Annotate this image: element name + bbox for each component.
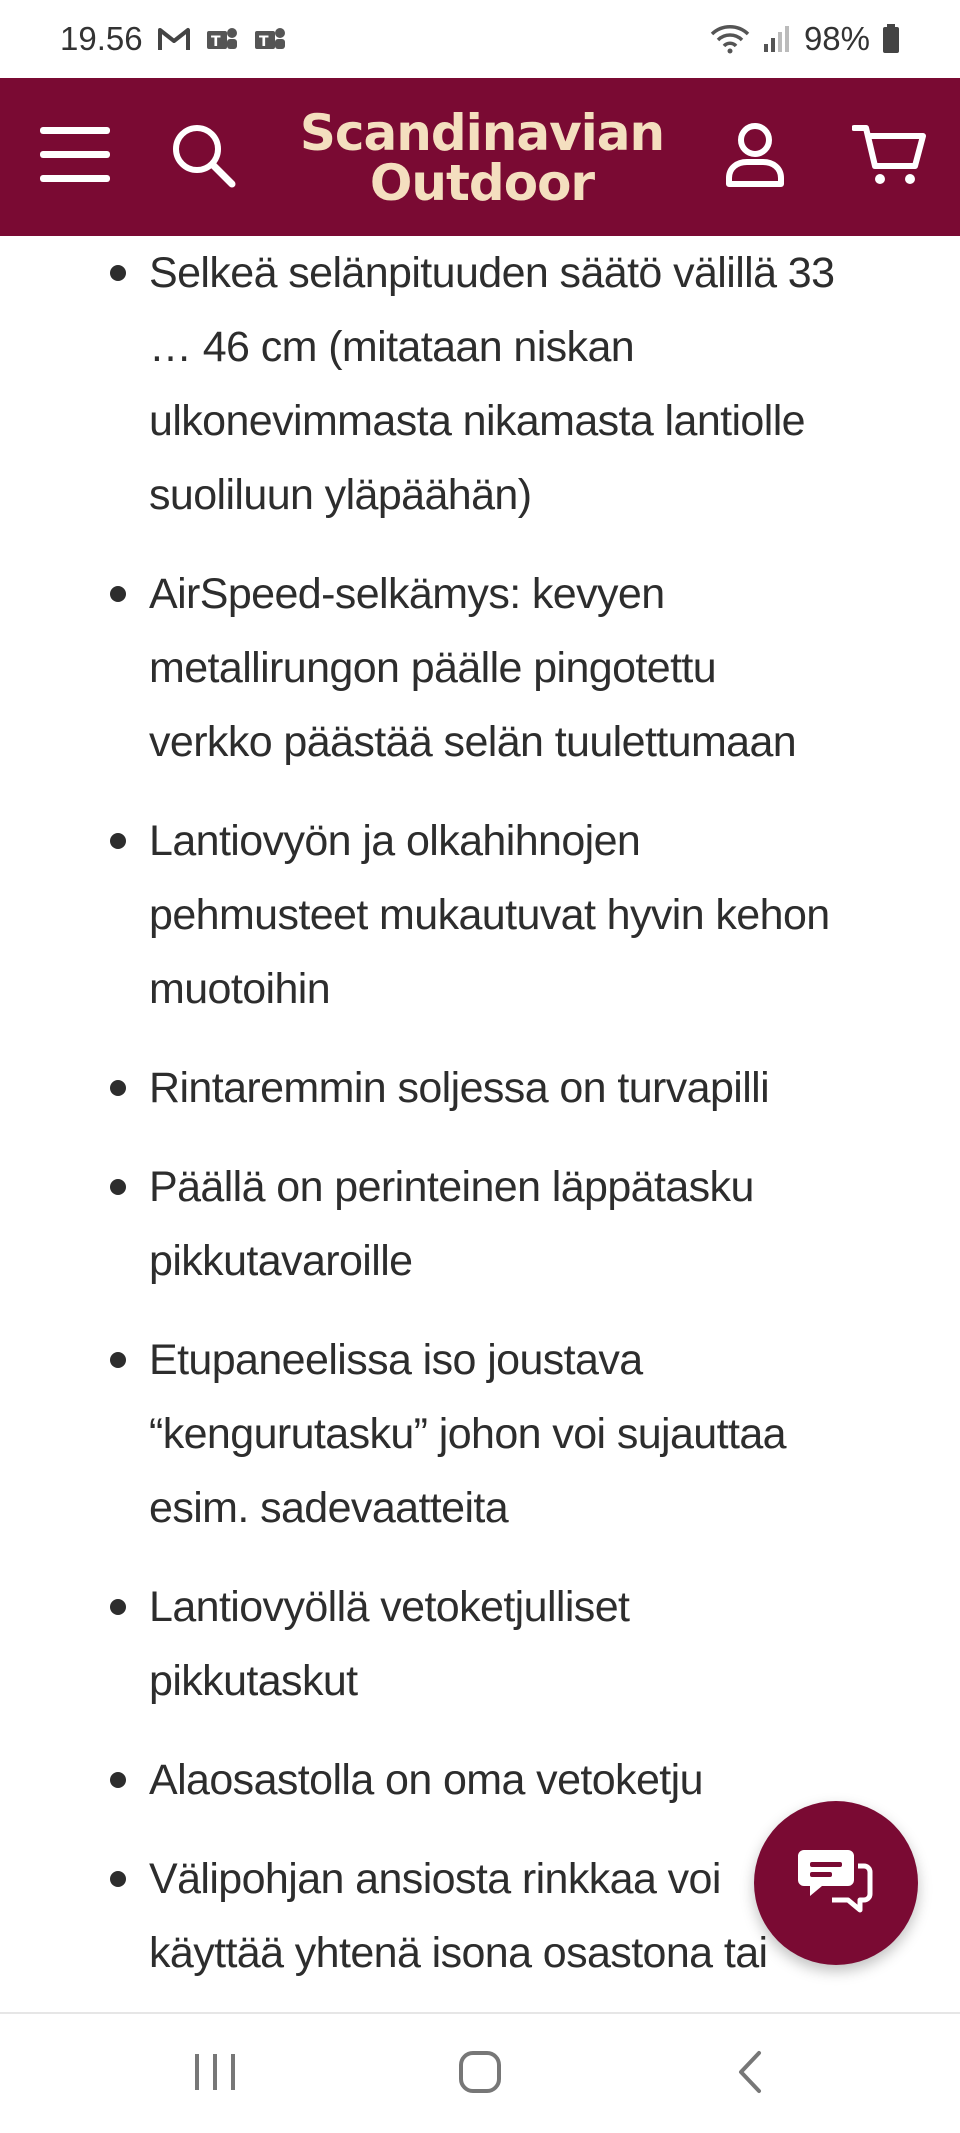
feature-line: Etupaneelissa iso joustava <box>149 1336 643 1384</box>
feature-line: pehmusteet mukautuvat hyvin kehon <box>149 891 830 939</box>
bullet-icon <box>110 833 126 849</box>
signal-icon <box>762 24 792 54</box>
bullet-icon <box>110 1772 126 1788</box>
bullet-icon <box>110 1871 126 1887</box>
feature-line: “kengurutasku” johon voi sujauttaa <box>149 1410 786 1458</box>
wifi-icon <box>710 24 750 54</box>
feature-text <box>149 236 889 532</box>
bullet-icon <box>110 265 126 281</box>
chat-button[interactable] <box>754 1801 918 1965</box>
bullet-icon <box>110 1352 126 1368</box>
search-icon <box>170 122 236 193</box>
home-button[interactable] <box>435 2014 525 2133</box>
menu-icon <box>40 125 110 190</box>
account-button[interactable] <box>710 78 800 236</box>
feature-line: Rintaremmin soljessa on turvapilli <box>149 1064 770 1112</box>
feature-text <box>149 1323 889 1545</box>
teams-icon <box>205 25 239 53</box>
feature-line: suoliluun yläpäähän) <box>149 471 532 519</box>
feature-item <box>0 804 960 1026</box>
feature-item <box>0 1150 960 1298</box>
feature-line: käyttää yhtenä isona osastona tai <box>149 1929 768 1977</box>
recents-button[interactable] <box>170 2014 260 2133</box>
recents-icon <box>193 2052 237 2097</box>
bullet-icon <box>110 1599 126 1615</box>
feature-item <box>0 236 960 532</box>
status-left <box>60 20 287 58</box>
battery-percent: 98% <box>803 20 870 57</box>
feature-line: Päällä on perinteinen läppätasku <box>149 1163 754 1211</box>
feature-line: esim. sadevaatteita <box>149 1484 509 1532</box>
back-button[interactable] <box>710 2014 790 2133</box>
feature-text <box>149 1570 889 1718</box>
logo-line-2: Outdoor <box>369 154 595 212</box>
bullet-icon <box>110 1179 126 1195</box>
feature-line: metallirungon päälle pingotettu <box>149 644 717 692</box>
back-icon <box>735 2050 765 2099</box>
feature-line: … 46 cm (mitataan niskan <box>149 323 635 371</box>
cart-icon <box>852 122 928 193</box>
status-time: 19.56 <box>60 20 143 57</box>
feature-text <box>149 557 889 779</box>
feature-line: AirSpeed-selkämys: kevyen <box>149 570 665 618</box>
feature-line: Selkeä selänpituuden säätö välillä 33 <box>149 249 835 297</box>
svg-text:T: T <box>210 34 221 50</box>
feature-line: Lantiovyöllä vetoketjulliset <box>149 1583 630 1631</box>
bullet-icon <box>110 1080 126 1096</box>
bullet-icon <box>110 586 126 602</box>
feature-line: Lantiovyön ja olkahihnojen <box>149 817 641 865</box>
product-description <box>0 236 960 2012</box>
search-button[interactable] <box>158 78 248 236</box>
feature-line: Välipohjan ansiosta rinkkaa voi <box>149 1855 721 1903</box>
feature-line: muotoihin <box>149 965 331 1013</box>
feature-item <box>0 1323 960 1545</box>
menu-button[interactable] <box>30 78 120 236</box>
account-icon <box>725 122 785 193</box>
site-logo[interactable] <box>282 106 682 210</box>
feature-item <box>0 1051 960 1125</box>
battery-icon <box>882 24 900 54</box>
feature-item <box>0 557 960 779</box>
cart-button[interactable] <box>840 78 940 236</box>
gmail-icon <box>157 26 191 52</box>
site-header <box>0 78 960 236</box>
feature-line: Alaosastolla on oma vetoketju <box>149 1756 703 1804</box>
feature-line: pikkutavaroille <box>149 1237 413 1285</box>
home-icon <box>458 2050 502 2099</box>
feature-text <box>149 804 889 1026</box>
status-right <box>710 20 900 58</box>
status-bar <box>0 0 960 78</box>
chat-icon <box>796 1846 876 1921</box>
teams-icon <box>253 25 287 53</box>
feature-text <box>149 1051 889 1125</box>
logo-line-1: Scandinavian <box>299 104 665 162</box>
feature-line: pikkutaskut <box>149 1657 358 1705</box>
feature-text <box>149 1150 889 1298</box>
system-nav-bar <box>0 2012 960 2133</box>
feature-line: ulkonevimmasta nikamasta lantiolle <box>149 397 805 445</box>
feature-text <box>149 1743 889 1817</box>
svg-text:T: T <box>258 34 269 50</box>
feature-item <box>0 1570 960 1718</box>
feature-line: verkko päästää selän tuulettumaan <box>149 718 797 766</box>
